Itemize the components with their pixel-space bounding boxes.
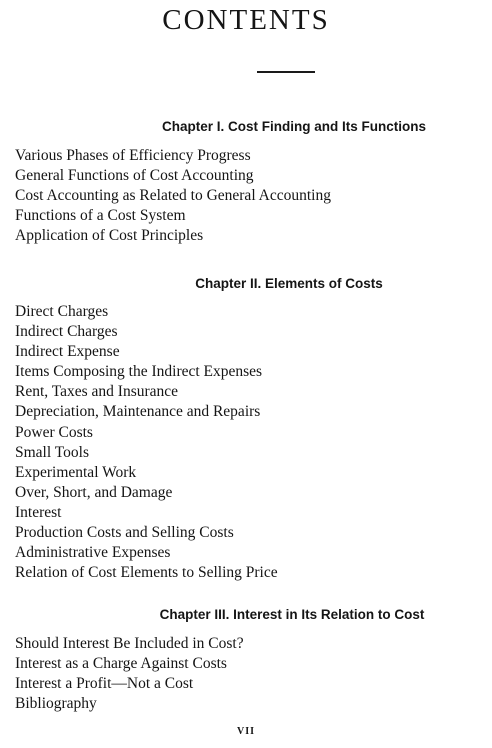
chapter-3-items xyxy=(15,634,244,714)
contents-item: Depreciation, Maintenance and Repairs xyxy=(15,403,261,421)
contents-item: Small Tools xyxy=(15,443,89,461)
contents-item: Experimental Work xyxy=(15,463,137,481)
chapter-heading-2: Chapter II. Elements of Costs xyxy=(195,276,383,291)
contents-item: Power Costs xyxy=(15,423,93,441)
contents-item: Over, Short, and Damage xyxy=(15,483,173,501)
contents-item: Production Costs and Selling Costs xyxy=(15,524,234,542)
contents-item: Relation of Cost Elements to Selling Price xyxy=(15,564,278,582)
contents-item: Interest as a Charge Against Costs xyxy=(15,655,227,673)
contents-item: Various Phases of Efficiency Progress xyxy=(15,147,251,164)
contents-item: Application of Cost Principles xyxy=(15,227,204,245)
page-title: CONTENTS xyxy=(162,4,330,36)
contents-item: Interest a Profit—Not a Cost xyxy=(15,675,194,693)
contents-item: Direct Charges xyxy=(15,303,109,320)
contents-item: Indirect Expense xyxy=(15,343,120,361)
page-number: VII xyxy=(236,726,255,737)
contents-item: Administrative Expenses xyxy=(15,544,171,562)
chapter-1-items xyxy=(15,146,331,246)
contents-item: Interest xyxy=(15,503,62,521)
title-rule xyxy=(257,71,315,73)
contents-item: Rent, Taxes and Insurance xyxy=(15,383,179,401)
contents-item: Cost Accounting as Related to General Accounting xyxy=(15,187,331,205)
contents-item: Bibliography xyxy=(15,695,97,713)
chapter-2-items xyxy=(15,302,278,583)
chapter-heading-1: Chapter I. Cost Finding and Its Functions xyxy=(162,119,426,134)
contents-item: Should Interest Be Included in Cost? xyxy=(15,635,244,652)
contents-item: Items Composing the Indirect Expenses xyxy=(15,363,263,381)
contents-item: General Functions of Cost Accounting xyxy=(15,167,254,185)
contents-item: Indirect Charges xyxy=(15,323,118,341)
contents-item: Functions of a Cost System xyxy=(15,207,186,225)
chapter-heading-3: Chapter III. Interest in Its Relation to Cost xyxy=(159,607,425,622)
